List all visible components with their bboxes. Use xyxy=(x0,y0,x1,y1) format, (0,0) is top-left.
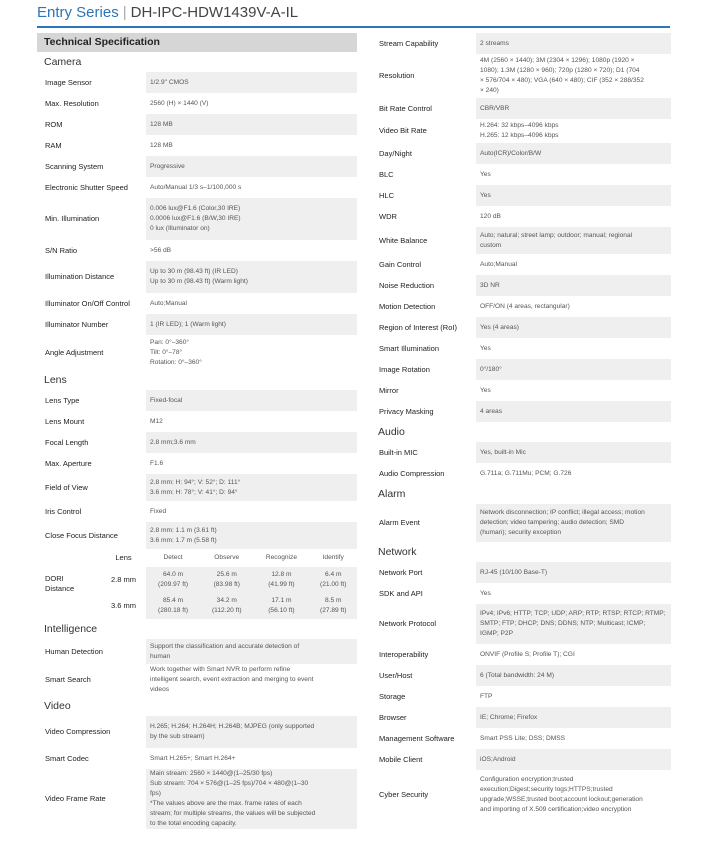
spec-row-s-n-ratio xyxy=(37,240,357,261)
spec-value: 2 streams xyxy=(476,33,671,54)
spec-row-audio-compression xyxy=(371,463,671,484)
spec-value: Fixed-focal xyxy=(146,390,357,411)
spec-value: 4M (2560 × 1440); 3M (2304 × 1296); 1080p (1920 × 1080); 1.3M (1280 × 960); 720p (1280 × 720); D1 (704 × 576/704 × 480); VGA (640 × 480); CIF (352 × 288/352 × 240) xyxy=(480,57,644,94)
spec-value: 2.8 mm: H: 94°; V: 52°; D: 111° 3.6 mm: H: 78°; V: 41°; D: 94° xyxy=(146,474,357,501)
spec-row-field-of-view xyxy=(37,474,357,501)
spec-value: Yes, built-in Mic xyxy=(476,442,671,463)
spec-row-min-illumination xyxy=(37,198,357,240)
spec-value: IPv4; IPv6; HTTP; TCP; UDP; ARP; RTP; RTSP; RTCP; RTMP; SMTP; FTP; DHCP; DNS; DDNS; NTP; Multicast; ICMP; IGMP; P2P xyxy=(476,604,671,644)
spec-row-ram xyxy=(37,135,357,156)
spec-label: WDR xyxy=(379,211,397,221)
spec-value: OFF/ON (4 areas, rectangular) xyxy=(480,302,570,310)
spec-value: H.264: 32 kbps–4096 kbps H.265: 12 kbps–4096 kbps xyxy=(480,122,559,139)
spec-label: Browser xyxy=(379,712,407,722)
spec-row-cyber-security xyxy=(371,770,671,820)
section-heading-alarm: Alarm xyxy=(378,488,406,500)
dori-cell: 34.2 m (112.20 ft) xyxy=(200,593,253,619)
spec-row-sdk-and-api xyxy=(371,583,671,604)
right-column xyxy=(371,33,671,820)
spec-value: Configuration encryption;trusted execution;Digest;security logs;HTTPS;trusted upgrade;WSSE;trusted boot;account lockout;generation and importing of X.509 certification;video encryption xyxy=(480,776,643,813)
spec-label: Mobile Client xyxy=(379,754,423,764)
spec-label: Max. Aperture xyxy=(45,458,92,468)
header-separator: | xyxy=(122,4,127,21)
spec-value: 2560 (H) × 1440 (V) xyxy=(150,99,209,107)
dori-distance-table xyxy=(37,549,357,619)
spec-row-noise-reduction xyxy=(371,275,671,296)
spec-value: iOS;Android xyxy=(476,749,671,770)
dori-lens: 3.6 mm xyxy=(111,601,137,610)
spec-value: Yes xyxy=(480,589,491,597)
spec-label: Scanning System xyxy=(45,161,104,171)
spec-value: 128 MB xyxy=(146,114,357,135)
spec-label: Human Detection xyxy=(45,646,103,656)
spec-value: Main stream: 2560 × 1440@(1–25/30 fps) Sub stream: 704 × 576@(1–25 fps)/704 × 480@(1–30 fps) *The values above are the max. frame rates of each stream; for multiple streams, the values will be subjected to the total encoding capacity. xyxy=(146,769,357,829)
spec-row-management-software xyxy=(371,728,671,749)
spec-value: 0.006 lux@F1.6 (Color,30 IRE) 0.0006 lux@F1.6 (B/W,30 IRE) 0 lux (Illuminator on) xyxy=(146,198,357,240)
spec-row-wdr xyxy=(371,206,671,227)
spec-value: 1/2.9" CMOS xyxy=(146,72,357,93)
spec-label: S/N Ratio xyxy=(45,245,78,255)
dori-label: DORI Distance xyxy=(45,574,75,593)
spec-value: Yes (4 areas) xyxy=(476,317,671,338)
series-name: Entry Series xyxy=(37,4,119,21)
spec-value: G.711a; G.711Mu; PCM; G.726 xyxy=(480,469,572,477)
spec-row-network-protocol xyxy=(371,604,671,644)
spec-value: 6 (Total bandwidth: 24 M) xyxy=(476,665,671,686)
spec-row-video-compression xyxy=(37,716,357,748)
section-heading-network: Network xyxy=(378,546,417,558)
dori-header-observe: Observe xyxy=(214,554,240,561)
spec-value: Yes xyxy=(480,170,491,178)
spec-value: 0°/180° xyxy=(476,359,671,380)
spec-row-browser xyxy=(371,707,671,728)
spec-label: Image Rotation xyxy=(379,364,430,374)
spec-label: Storage xyxy=(379,691,406,701)
spec-row-white-balance xyxy=(371,227,671,254)
spec-label: Audio Compression xyxy=(379,468,445,478)
spec-row-human-detection xyxy=(37,639,357,664)
spec-label: Video Bit Rate xyxy=(379,126,427,135)
spec-value: IE; Chrome; Firefox xyxy=(476,707,671,728)
spec-row-built-in-mic xyxy=(371,442,671,463)
spec-row-day-night xyxy=(371,143,671,164)
spec-label: BLC xyxy=(379,169,394,179)
spec-label: Resolution xyxy=(379,71,415,80)
spec-value: F1.6 xyxy=(150,459,164,467)
spec-label: Focal Length xyxy=(45,437,89,447)
spec-value: Up to 30 m (98.43 ft) (IR LED) Up to 30 m (98.43 ft) (Warm light) xyxy=(146,261,357,293)
dori-cell: 12.8 m (41.99 ft) xyxy=(253,567,309,593)
spec-value: >56 dB xyxy=(150,246,172,254)
spec-row-smart-illumination xyxy=(371,338,671,359)
spec-label: Mirror xyxy=(379,385,399,395)
spec-row-mobile-client xyxy=(371,749,671,770)
spec-value: Network disconnection; IP conflict; illegal access; motion detection; video tampering; audio detection; SMD (human); security exception xyxy=(476,504,671,542)
spec-value: Smart PSS Lite; DSS; DMSS xyxy=(480,734,566,742)
spec-label: Illuminator Number xyxy=(45,319,109,329)
spec-value: ONVIF (Profile S; Profile T); CGI xyxy=(480,650,575,658)
spec-value: Support the classification and accurate detection of human xyxy=(146,639,357,664)
spec-label: SDK and API xyxy=(379,588,423,598)
spec-row-mirror xyxy=(371,380,671,401)
spec-row-illumination-distance xyxy=(37,261,357,293)
spec-label: Stream Capability xyxy=(379,38,439,48)
spec-label: ROM xyxy=(45,119,63,129)
spec-label: Gain Control xyxy=(379,259,422,269)
spec-row-motion-detection xyxy=(371,296,671,317)
spec-label: Noise Reduction xyxy=(379,280,435,290)
spec-label: Day/Night xyxy=(379,148,412,158)
spec-row-lens-type xyxy=(37,390,357,411)
spec-label: Built-in MIC xyxy=(379,447,418,457)
document-header xyxy=(37,0,298,26)
header-rule xyxy=(37,26,670,28)
dori-cell: 64.0 m (209.97 ft) xyxy=(146,567,200,593)
spec-row-blc xyxy=(371,164,671,185)
dori-header-detect: Detect xyxy=(163,554,183,561)
spec-label: Max. Resolution xyxy=(45,98,99,108)
spec-row-image-rotation xyxy=(371,359,671,380)
spec-row-gain-control xyxy=(371,254,671,275)
spec-row-focal-length xyxy=(37,432,357,453)
spec-value: Auto/Manual 1/3 s–1/100,000 s xyxy=(150,183,242,191)
spec-value: 1 (IR LED); 1 (Warm light) xyxy=(146,314,357,335)
spec-row-storage xyxy=(371,686,671,707)
spec-label: Iris Control xyxy=(45,506,82,516)
spec-label: Cyber Security xyxy=(379,790,429,799)
spec-row-smart-search xyxy=(37,664,357,696)
spec-label: Management Software xyxy=(379,733,455,743)
spec-row-angle-adjustment xyxy=(37,335,357,370)
spec-row-stream-capability xyxy=(371,33,671,54)
spec-row-region-of-interest-roi xyxy=(371,317,671,338)
spec-value: CBR/VBR xyxy=(476,98,671,119)
spec-row-iris-control xyxy=(37,501,357,522)
dori-header-recognize: Recognize xyxy=(265,554,297,561)
spec-value: RJ-45 (10/100 Base-T) xyxy=(476,562,671,583)
spec-label: RAM xyxy=(45,140,62,150)
dori-cell: 17.1 m (56.10 ft) xyxy=(253,593,309,619)
dori-cell: 85.4 m (280.18 ft) xyxy=(146,593,200,619)
spec-row-video-bit-rate xyxy=(371,119,671,143)
spec-value: Auto;Manual xyxy=(150,299,188,307)
dori-lens: 2.8 mm xyxy=(111,575,137,584)
spec-label: Close Focus Distance xyxy=(45,530,118,540)
spec-value: 2.8 mm: 1.1 m (3.61 ft) 3.6 mm: 1.7 m (5.58 ft) xyxy=(146,522,357,549)
spec-value: Fixed xyxy=(150,507,167,515)
spec-value: Progressive xyxy=(146,156,357,177)
spec-label: Alarm Event xyxy=(379,518,420,527)
spec-label: Video Compression xyxy=(45,727,111,736)
spec-label: Region of Interest (RoI) xyxy=(379,322,457,332)
spec-row-lens-mount xyxy=(37,411,357,432)
spec-value: Auto; natural; street lamp; outdoor; manual; regional custom xyxy=(476,227,671,254)
spec-row-close-focus-distance xyxy=(37,522,357,549)
spec-value: Yes xyxy=(480,386,491,394)
spec-row-resolution xyxy=(371,54,671,98)
spec-value: Pan: 0°–360° Tilt: 0°–78° Rotation: 0°–360° xyxy=(150,338,202,366)
spec-value: Work together with Smart NVR to perform refine intelligent search, event extraction and merging to event videos xyxy=(150,666,314,693)
spec-value: H.265; H.264; H.264H; H.264B; MJPEG (only supported by the sub stream) xyxy=(146,716,357,748)
spec-row-interoperability xyxy=(371,644,671,665)
spec-value: Auto(ICR)/Color/B/W xyxy=(476,143,671,164)
spec-row-max-aperture xyxy=(37,453,357,474)
spec-row-video-frame-rate xyxy=(37,769,357,829)
spec-row-scanning-system xyxy=(37,156,357,177)
spec-label: Min. Illumination xyxy=(45,214,100,223)
spec-label: Field of View xyxy=(45,482,88,492)
section-heading-lens: Lens xyxy=(44,374,67,386)
spec-label: Lens Type xyxy=(45,395,80,405)
spec-value: 128 MB xyxy=(150,141,173,149)
spec-row-illuminator-number xyxy=(37,314,357,335)
spec-row-hlc xyxy=(371,185,671,206)
spec-label: Network Protocol xyxy=(379,619,437,628)
spec-label: Video Frame Rate xyxy=(45,794,106,803)
spec-label: Smart Codec xyxy=(45,753,89,763)
section-heading-intelligence: Intelligence xyxy=(44,623,98,635)
spec-row-bit-rate-control xyxy=(371,98,671,119)
spec-label: Motion Detection xyxy=(379,301,436,311)
model-number: DH-IPC-HDW1439V-A-IL xyxy=(130,4,299,21)
spec-label: Image Sensor xyxy=(45,77,92,87)
spec-label: HLC xyxy=(379,190,395,200)
spec-value: M12 xyxy=(150,417,163,425)
dori-cell: 8.5 m (27.89 ft) xyxy=(309,593,357,619)
section-heading-video: Video xyxy=(44,700,71,712)
spec-label: Network Port xyxy=(379,567,423,577)
spec-label: Smart Search xyxy=(45,675,91,684)
spec-label: Illumination Distance xyxy=(45,272,115,281)
section-heading-audio: Audio xyxy=(378,426,405,438)
spec-label: White Balance xyxy=(379,235,428,245)
dori-cell: 25.6 m (83.98 ft) xyxy=(200,567,253,593)
spec-row-alarm-event xyxy=(371,504,671,542)
spec-value: 3D NR xyxy=(476,275,671,296)
spec-label: Lens Mount xyxy=(45,416,85,426)
spec-label: Electronic Shutter Speed xyxy=(45,182,128,192)
spec-value: Yes xyxy=(480,344,491,352)
spec-label: Privacy Masking xyxy=(379,406,434,416)
spec-value: 4 areas xyxy=(476,401,671,422)
spec-value: Auto;Manual xyxy=(480,260,518,268)
left-column xyxy=(37,33,357,829)
spec-row-smart-codec xyxy=(37,748,357,769)
spec-row-user-host xyxy=(371,665,671,686)
spec-row-electronic-shutter-speed xyxy=(37,177,357,198)
spec-row-image-sensor xyxy=(37,72,357,93)
spec-label: Smart Illumination xyxy=(379,343,440,353)
spec-value: FTP xyxy=(480,692,493,700)
dori-header-lens: Lens xyxy=(115,553,132,562)
dori-cell: 6.4 m (21.00 ft) xyxy=(309,567,357,593)
section-heading-camera: Camera xyxy=(44,56,82,68)
spec-label: User/Host xyxy=(379,670,413,680)
spec-value: Yes xyxy=(476,185,671,206)
spec-row-max-resolution xyxy=(37,93,357,114)
spec-label: Illuminator On/Off Control xyxy=(45,298,130,308)
spec-label: Bit Rate Control xyxy=(379,103,432,113)
spec-label: Angle Adjustment xyxy=(45,347,104,357)
spec-row-illuminator-on-off-control xyxy=(37,293,357,314)
spec-value: Smart H.265+; Smart H.264+ xyxy=(150,754,236,762)
spec-label: Interoperability xyxy=(379,649,429,659)
spec-value: 120 dB xyxy=(480,212,501,220)
spec-row-rom xyxy=(37,114,357,135)
spec-row-privacy-masking xyxy=(371,401,671,422)
spec-value: 2.8 mm;3.6 mm xyxy=(146,432,357,453)
spec-row-network-port xyxy=(371,562,671,583)
spec-title: Technical Specification xyxy=(37,33,357,52)
dori-header-identify: Identify xyxy=(322,554,344,561)
